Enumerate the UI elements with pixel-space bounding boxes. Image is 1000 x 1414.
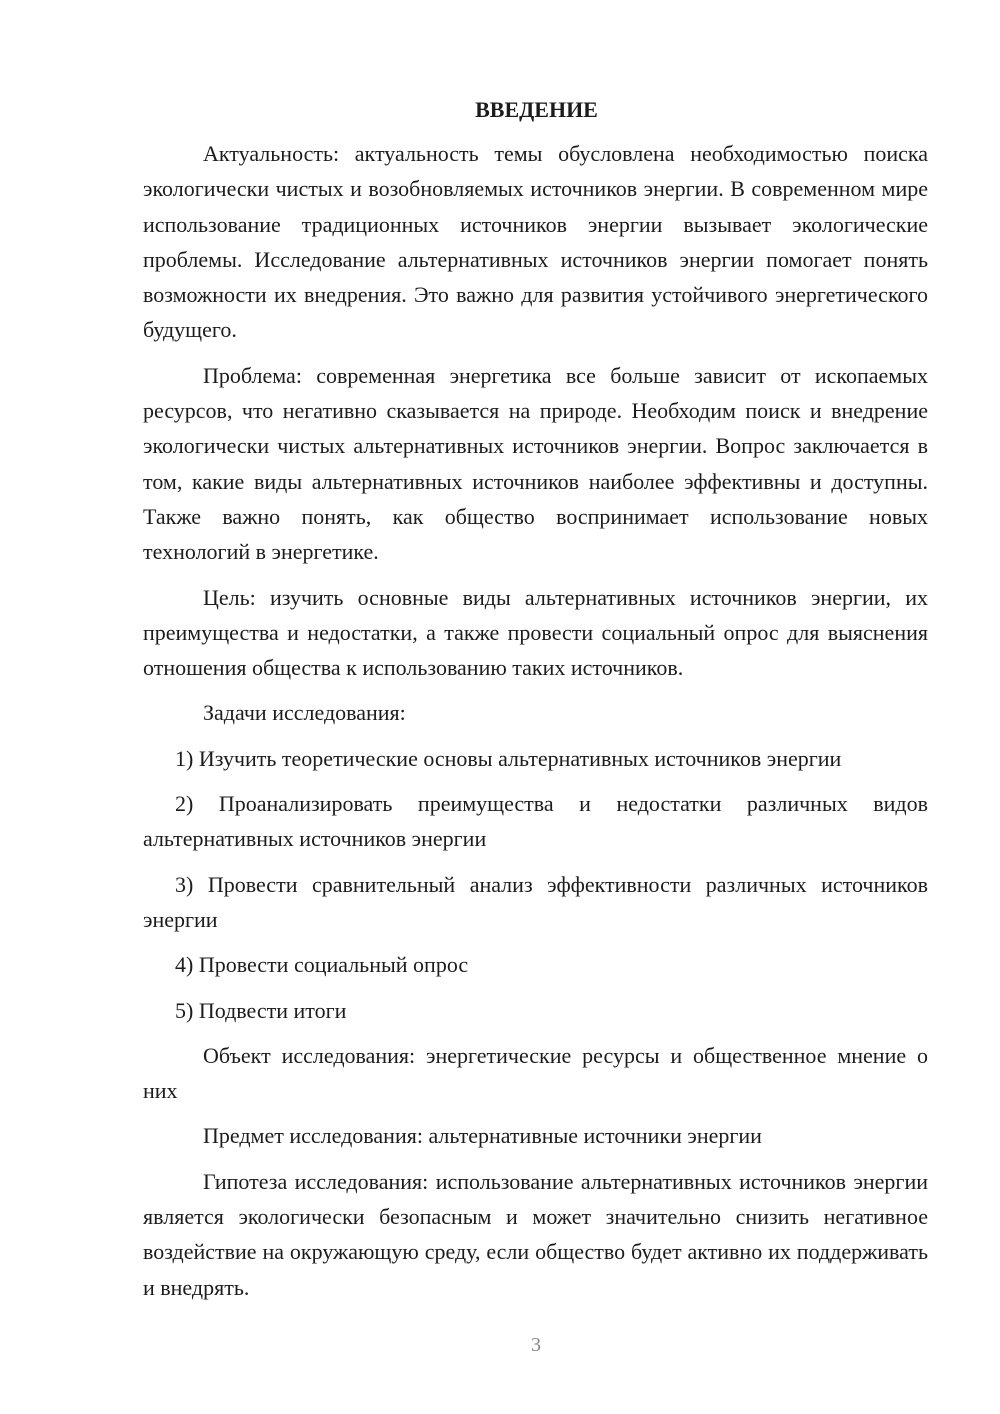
page-content	[143, 92, 928, 1315]
task-item-1: 1) Изучить теоретические основы альтернативных источников энергии	[175, 745, 842, 771]
task-item-2: 2) Проанализировать преимущества и недостатки различных видов альтернативных источников энергии	[143, 791, 928, 852]
task-item-5: 5) Подвести итоги	[175, 997, 347, 1023]
section-title: ВВЕДЕНИЕ	[475, 97, 598, 122]
task-item-3: 3) Провести сравнительный анализ эффективности различных источников энергии	[143, 871, 928, 932]
goal-paragraph: Цель: изучить основные виды альтернативных источников энергии, их преимущества и недостатки, а также провести социальный опрос для выяснения отношения общества к использованию таких источников.	[143, 584, 928, 681]
tasks-heading: Задачи исследования:	[203, 700, 406, 726]
object-paragraph: Объект исследования: энергетические ресурсы и общественное мнение о них	[143, 1042, 928, 1104]
subject-paragraph: Предмет исследования: альтернативные источники энергии	[203, 1123, 762, 1149]
task-item-4: 4) Провести социальный опрос	[175, 952, 469, 978]
hypothesis-paragraph: Гипотеза исследования: использование альтернативных источников энергии является экологически безопасным и может значительно снизить негативное воздействие на окружающую среду, если общество будет активно их поддерживать и внедрять.	[143, 1168, 928, 1300]
problem-paragraph: Проблема: современная энергетика все больше зависит от ископаемых ресурсов, что негативно сказывается на природе. Необходим поиск и внедрение экологически чистых альтернативных источников энергии. Вопрос заключается в том, какие виды альтернативных источников наиболее эффективны и доступны. Также важно понять, как общество воспринимает использование новых технологий в энергетике.	[143, 362, 928, 565]
relevance-paragraph: Актуальность: актуальность темы обусловлена необходимостью поиска экологически чистых и возобновляемых источников энергии. В современном мире использование традиционных источников энергии вызывает экологические проблемы. Исследование альтернативных источников энергии помогает понять возможности их внедрения. Это важно для развития устойчивого энергетического будущего.	[143, 141, 928, 343]
page-number: 3	[531, 1334, 541, 1356]
